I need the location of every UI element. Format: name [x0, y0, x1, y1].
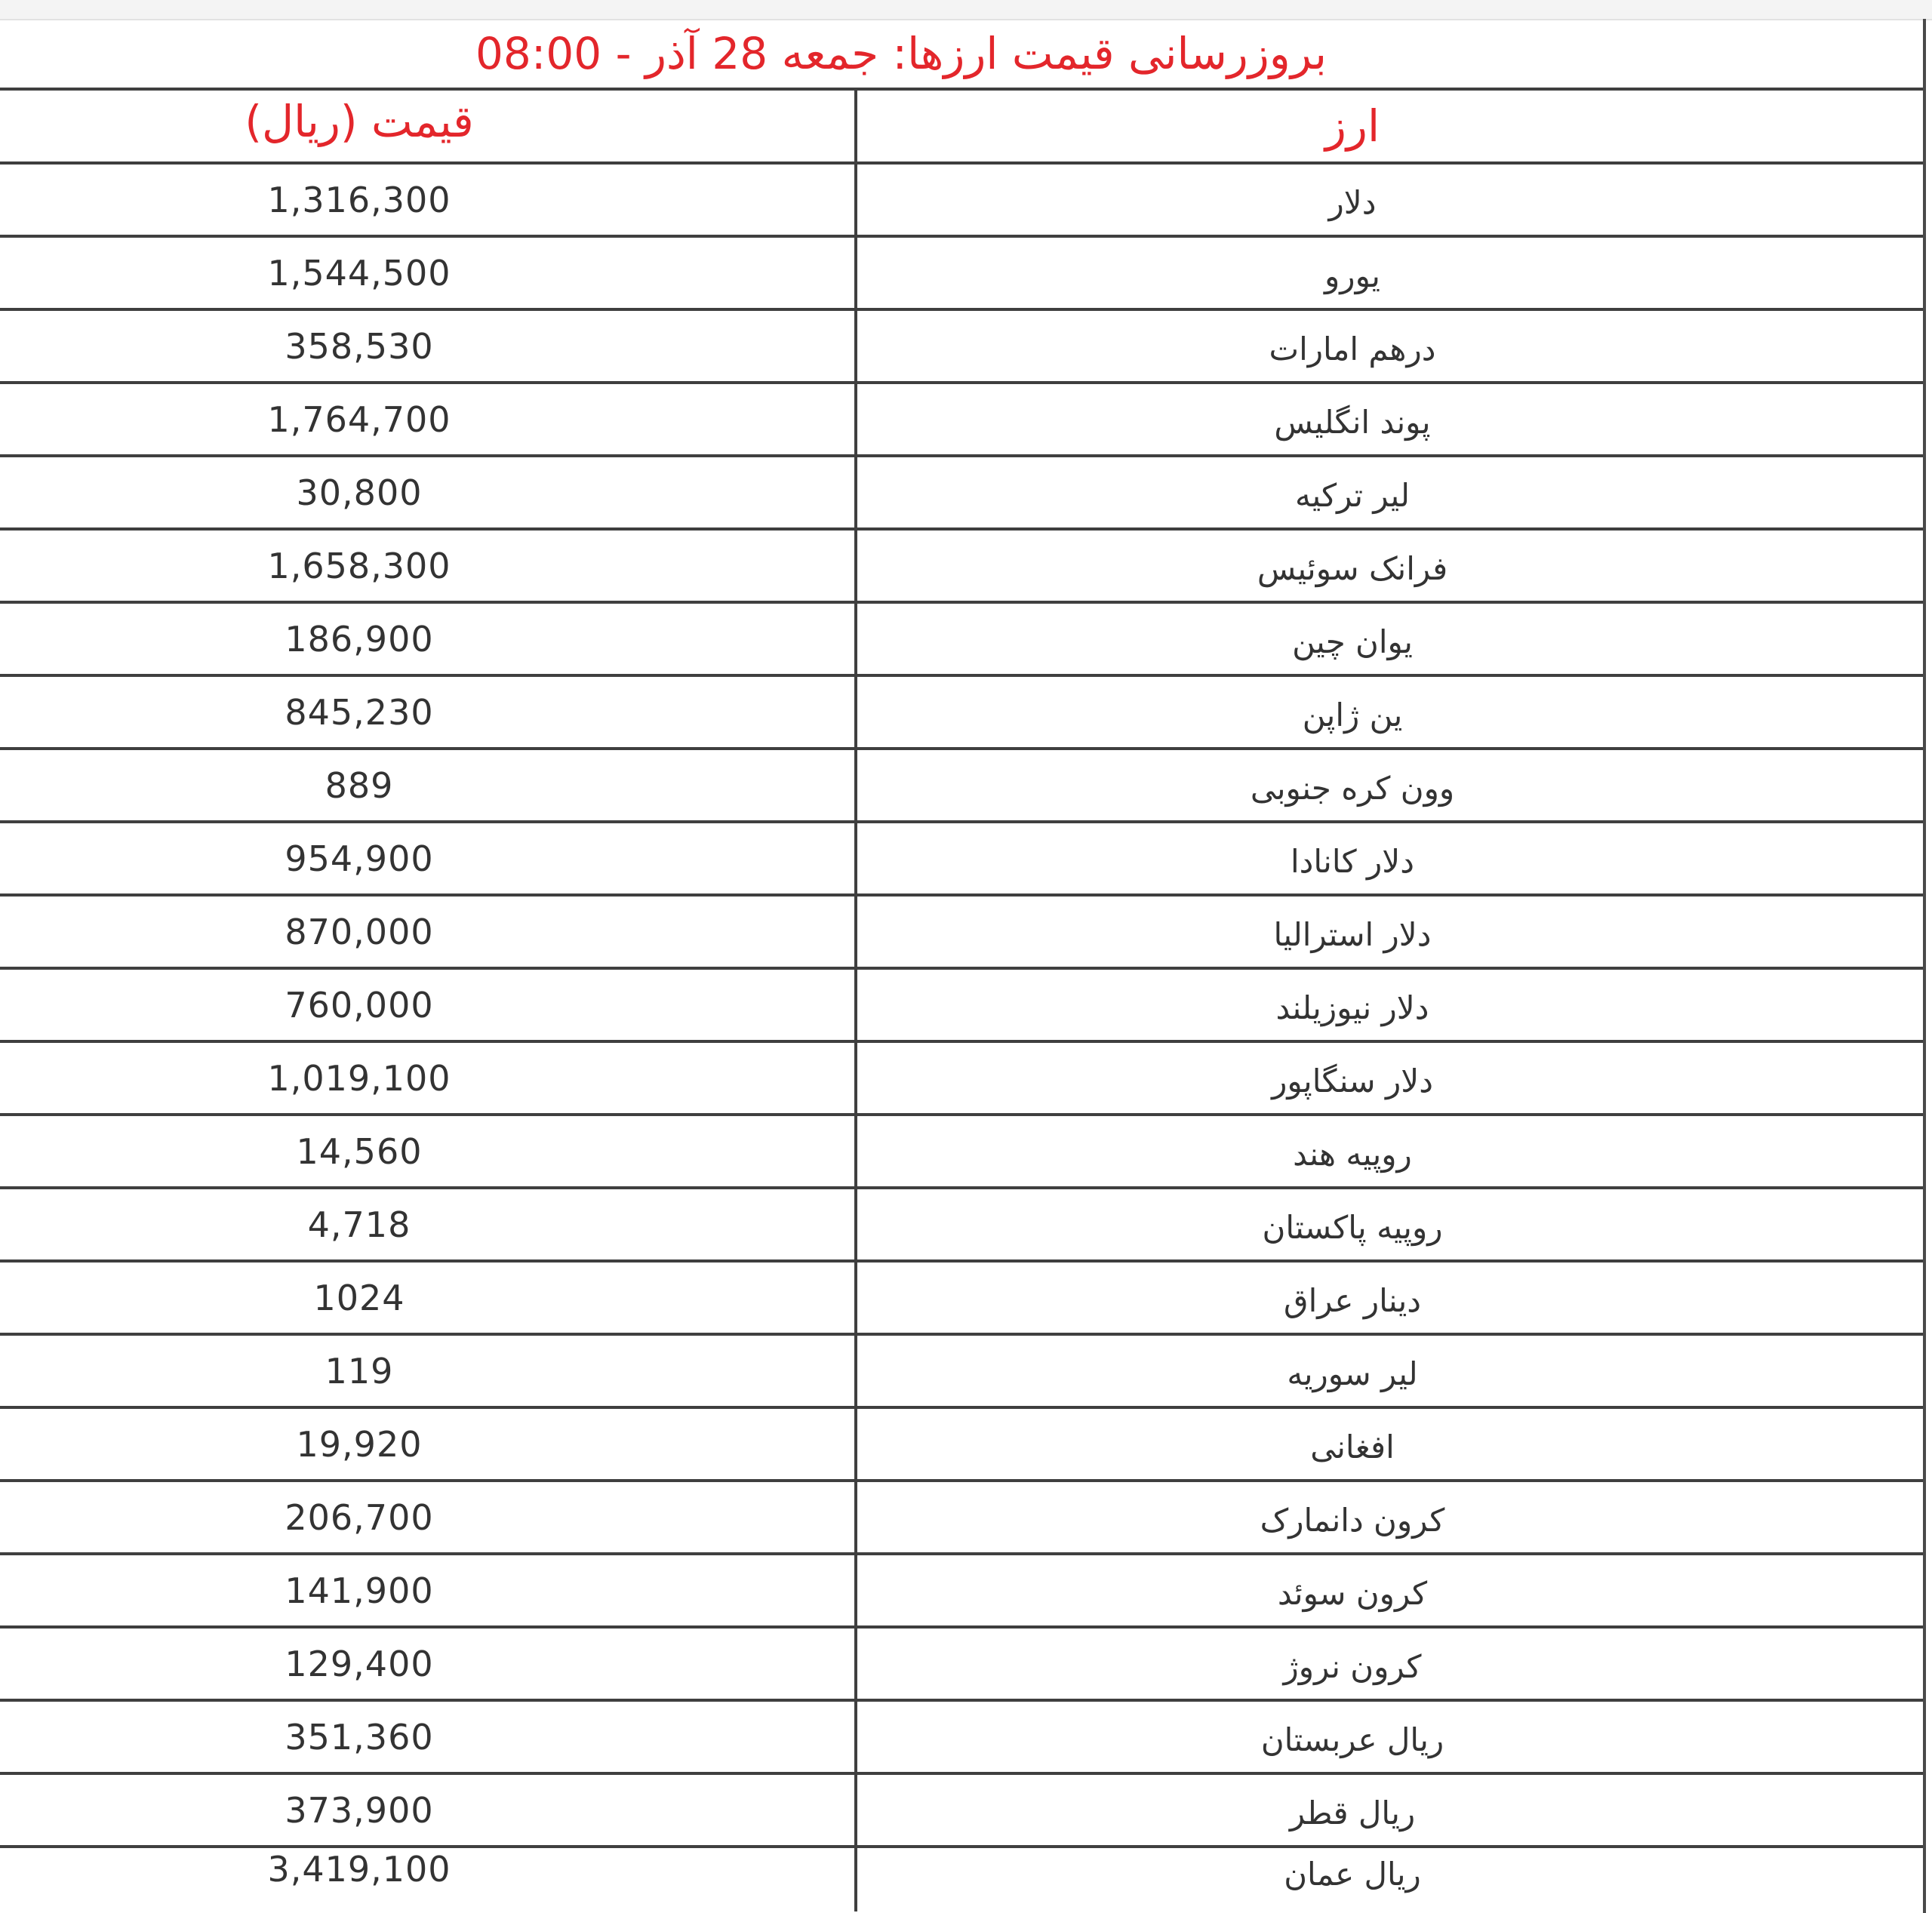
currency-name: لیر ترکیه: [1294, 477, 1411, 514]
currency-name: یورو: [1324, 257, 1380, 294]
price-sheet: [0, 19, 1926, 1913]
price-value: 1,544,500: [267, 252, 451, 294]
table-row: [0, 1702, 1923, 1775]
price-value: 30,800: [296, 472, 423, 513]
price-value: 14,560: [296, 1130, 423, 1172]
currency-name: ریال قطر: [1289, 1795, 1416, 1831]
table-row: [0, 1848, 1923, 1911]
price-cell: [0, 1116, 857, 1186]
table-row: [0, 1189, 1923, 1263]
currency-name: ین ژاپن: [1302, 697, 1403, 734]
table-header-row: [0, 91, 1923, 165]
price-value: 954,900: [285, 838, 434, 879]
currency-cell: [857, 1336, 1923, 1406]
price-cell: [0, 970, 857, 1040]
price-cell: [0, 1775, 857, 1845]
currency-cell: [857, 604, 1923, 674]
price-value: 845,230: [285, 691, 434, 733]
table-row: [0, 1555, 1923, 1629]
price-value: 889: [325, 764, 394, 806]
currency-cell: [857, 384, 1923, 454]
price-value: 3,419,100: [267, 1849, 451, 1890]
table-row: [0, 750, 1923, 823]
price-value: 870,000: [285, 911, 434, 952]
price-header-label: قیمت (ریال): [245, 96, 474, 147]
top-strip: [0, 0, 1932, 20]
currency-name: کرون نروژ: [1283, 1648, 1422, 1685]
price-column-header: [0, 91, 857, 161]
currency-cell: [857, 1848, 1923, 1911]
price-cell: [0, 384, 857, 454]
currency-name: وون کره جنوبی: [1250, 770, 1455, 807]
table-row: [0, 1263, 1923, 1336]
price-value: 373,900: [285, 1789, 434, 1831]
table-row: [0, 970, 1923, 1043]
currency-name: پوند انگلیس: [1274, 404, 1431, 441]
currency-name: ریال عربستان: [1260, 1721, 1444, 1758]
currency-name: لیر سوریه: [1287, 1355, 1418, 1392]
currency-cell: [857, 238, 1923, 308]
currency-cell: [857, 897, 1923, 967]
table-row: [0, 1116, 1923, 1189]
currency-cell: [857, 1409, 1923, 1479]
price-value: 4,718: [307, 1204, 411, 1245]
table-row: [0, 531, 1923, 604]
currency-cell: [857, 750, 1923, 820]
currency-name: روپیه هند: [1293, 1136, 1412, 1173]
currency-name: یوان چین: [1292, 623, 1413, 660]
price-cell: [0, 165, 857, 235]
price-cell: [0, 1409, 857, 1479]
price-cell: [0, 1702, 857, 1772]
currency-cell: [857, 970, 1923, 1040]
price-cell: [0, 1263, 857, 1333]
currency-cell: [857, 457, 1923, 527]
price-cell: [0, 531, 857, 601]
currency-name: ریال عمان: [1284, 1855, 1421, 1893]
table-row: [0, 1336, 1923, 1409]
currency-name: دلار: [1328, 184, 1377, 221]
table-row: [0, 1775, 1923, 1848]
table-row: [0, 1043, 1923, 1116]
currency-cell: [857, 823, 1923, 893]
currency-cell: [857, 531, 1923, 601]
currency-name: کرون سوئد: [1277, 1575, 1428, 1612]
price-cell: [0, 457, 857, 527]
price-cell: [0, 1629, 857, 1699]
currency-header-label: ارز: [1324, 100, 1380, 152]
price-value: 1,316,300: [267, 179, 451, 220]
currency-cell: [857, 1555, 1923, 1625]
price-cell: [0, 1848, 857, 1911]
currency-cell: [857, 1263, 1923, 1333]
currency-cell: [857, 1775, 1923, 1845]
currency-cell: [857, 1116, 1923, 1186]
table-row: [0, 384, 1923, 457]
currency-cell: [857, 165, 1923, 235]
price-value: 1,658,300: [267, 545, 451, 586]
price-cell: [0, 1336, 857, 1406]
table-row: [0, 823, 1923, 897]
currency-cell: [857, 311, 1923, 381]
table-row: [0, 165, 1923, 238]
currency-name: درهم امارات: [1269, 331, 1436, 368]
price-value: 760,000: [285, 984, 434, 1026]
price-value: 19,920: [296, 1423, 423, 1465]
price-cell: [0, 1555, 857, 1625]
price-cell: [0, 1043, 857, 1113]
price-cell: [0, 750, 857, 820]
price-value: 1,764,700: [267, 398, 451, 440]
table-row: [0, 897, 1923, 970]
price-value: 1024: [313, 1277, 405, 1318]
price-value: 129,400: [285, 1643, 434, 1684]
currency-name: دلار نیوزیلند: [1275, 989, 1429, 1026]
title-row: [0, 19, 1923, 91]
currency-cell: [857, 677, 1923, 747]
currency-cell: [857, 1189, 1923, 1259]
currency-name: دینار عراق: [1284, 1282, 1421, 1319]
price-value: 358,530: [285, 325, 434, 367]
price-cell: [0, 238, 857, 308]
currency-cell: [857, 1482, 1923, 1552]
currency-cell: [857, 1702, 1923, 1772]
table-row: [0, 604, 1923, 677]
currency-name: دلار سنگاپور: [1272, 1063, 1433, 1100]
page-title: بروزرسانی قیمت ارزها: جمعه 28 آذر - 08:00: [475, 27, 1327, 79]
table-row: [0, 311, 1923, 384]
price-value: 206,700: [285, 1496, 434, 1538]
table-row: [0, 457, 1923, 531]
price-value: 119: [325, 1350, 394, 1392]
currency-column-header: [857, 91, 1923, 161]
price-cell: [0, 1482, 857, 1552]
price-value: 351,360: [285, 1716, 434, 1758]
currency-name: روپیه پاکستان: [1262, 1209, 1443, 1246]
table-row: [0, 238, 1923, 311]
currency-name: افغانی: [1310, 1429, 1395, 1466]
price-value: 1,019,100: [267, 1057, 451, 1099]
table-row: [0, 1482, 1923, 1555]
price-cell: [0, 604, 857, 674]
currency-cell: [857, 1629, 1923, 1699]
price-value: 186,900: [285, 618, 434, 660]
currency-name: کرون دانمارک: [1260, 1502, 1445, 1539]
price-cell: [0, 311, 857, 381]
price-cell: [0, 1189, 857, 1259]
table-row: [0, 677, 1923, 750]
price-table: [0, 91, 1923, 1911]
price-cell: [0, 677, 857, 747]
price-value: 141,900: [285, 1570, 434, 1611]
currency-name: دلار کانادا: [1291, 843, 1414, 880]
currency-name: دلار استرالیا: [1273, 916, 1432, 953]
price-cell: [0, 897, 857, 967]
table-row: [0, 1629, 1923, 1702]
currency-cell: [857, 1043, 1923, 1113]
table-row: [0, 1409, 1923, 1482]
currency-name: فرانک سوئیس: [1257, 550, 1448, 587]
price-cell: [0, 823, 857, 893]
